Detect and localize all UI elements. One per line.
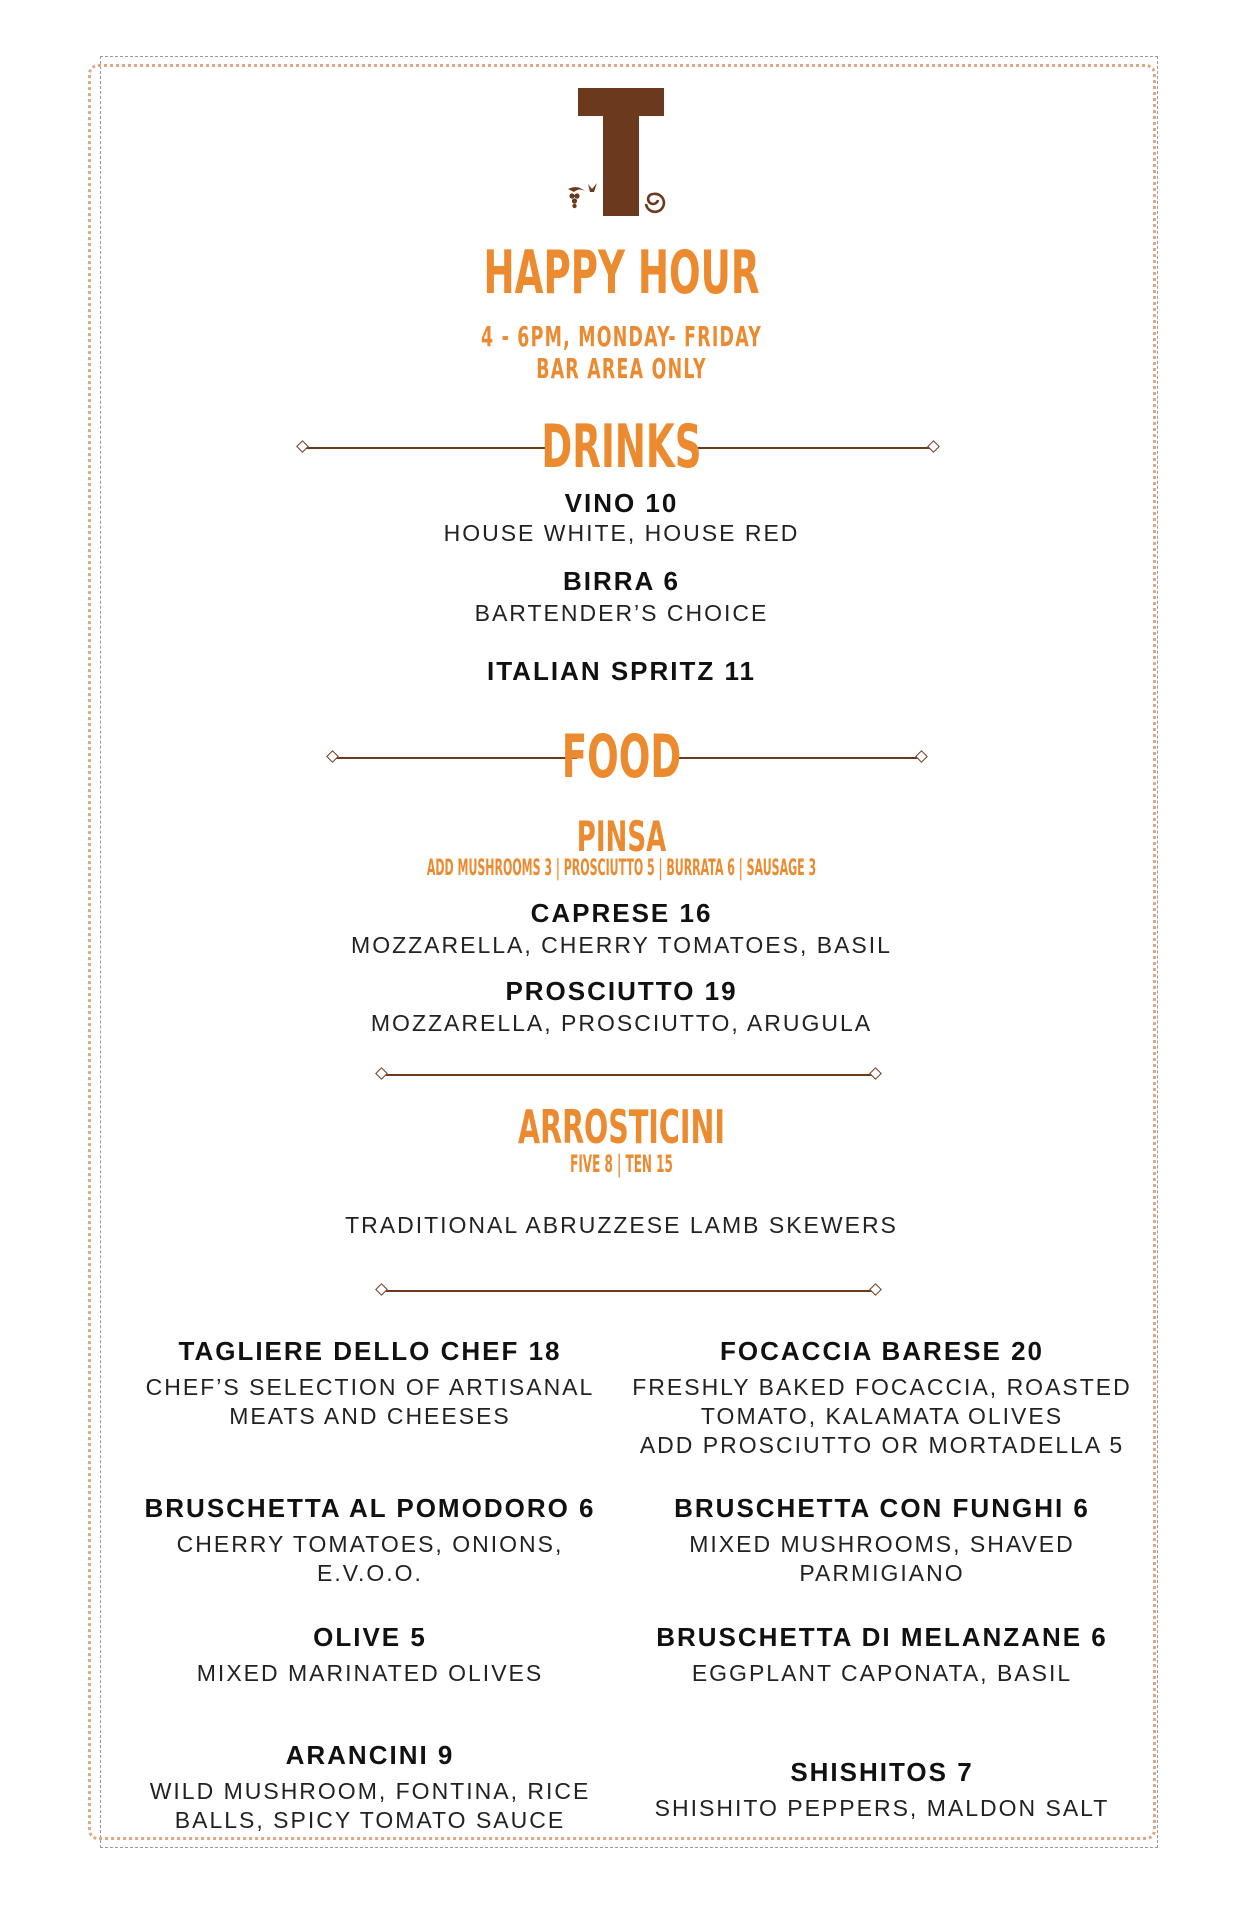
item-desc-line: ADD PROSCIUTTO OR MORTADELLA 5	[639, 1432, 1125, 1458]
bar-area-text: BAR AREA ONLY	[536, 352, 707, 385]
restaurant-logo	[566, 88, 676, 218]
swirl-icon	[646, 194, 664, 212]
item-desc-line: MIXED MARINATED OLIVES	[196, 1660, 544, 1686]
drink-spritz-name: ITALIAN SPRITZ 11	[487, 656, 756, 686]
item-desc-line: MEATS AND CHEESES	[229, 1403, 511, 1429]
grape-vine-icon	[568, 183, 597, 208]
item-name: TAGLIERE DELLO CHEF 18	[178, 1336, 562, 1366]
menu-item-focaccia	[632, 1336, 1132, 1460]
happy-hour-title: HAPPY HOUR	[483, 238, 760, 308]
section-divider	[384, 1290, 874, 1292]
drink-vino-name: VINO 10	[564, 488, 679, 518]
drinks-heading: DRINKS	[541, 412, 702, 482]
arrosticini-heading: ARROSTICINI	[518, 1100, 725, 1154]
menu-item-olive	[120, 1622, 620, 1688]
menu-item-tagliere	[120, 1336, 620, 1431]
pinsa-prosciutto-desc: MOZZARELLA, PROSCIUTTO, ARUGULA	[370, 1010, 873, 1036]
item-desc-line: TOMATO, KALAMATA OLIVES	[700, 1403, 1064, 1429]
item-desc-line: E.V.O.O.	[317, 1560, 423, 1586]
menu-item-bruschetta-pomodoro	[120, 1493, 620, 1588]
item-desc-line: WILD MUSHROOM, FONTINA, RICE	[149, 1778, 591, 1804]
item-desc-line: CHERRY TOMATOES, ONIONS,	[176, 1531, 564, 1557]
drink-birra-desc: BARTENDER’S CHOICE	[474, 600, 769, 626]
pinsa-caprese-name: CAPRESE 16	[530, 898, 713, 928]
item-name: BRUSCHETTA DI MELANZANE 6	[656, 1622, 1108, 1652]
item-desc-line: SHISHITO PEPPERS, MALDON SALT	[654, 1795, 1110, 1821]
item-desc-line: PARMIGIANO	[799, 1560, 965, 1586]
item-name: ARANCINI 9	[285, 1740, 455, 1770]
hours-text: 4 - 6PM, MONDAY- FRIDAY	[480, 320, 763, 353]
arrosticini-desc: TRADITIONAL ABRUZZESE LAMB SKEWERS	[345, 1212, 898, 1238]
section-divider	[384, 1074, 874, 1076]
item-desc-line: EGGPLANT CAPONATA, BASIL	[691, 1660, 1073, 1686]
food-heading: FOOD	[561, 722, 682, 792]
item-name: OLIVE 5	[313, 1622, 427, 1652]
menu-item-bruschetta-funghi	[632, 1493, 1132, 1588]
item-desc-line: FRESHLY BAKED FOCACCIA, ROASTED	[632, 1374, 1132, 1400]
menu-item-shishitos	[632, 1757, 1132, 1823]
arrosticini-prices: FIVE 8 | TEN 15	[570, 1150, 673, 1178]
menu-item-arancini	[120, 1740, 620, 1835]
pinsa-prosciutto-name: PROSCIUTTO 19	[505, 976, 738, 1006]
item-name: SHISHITOS 7	[790, 1757, 974, 1787]
pinsa-heading: PINSA	[576, 812, 667, 861]
item-name: BRUSCHETTA CON FUNGHI 6	[674, 1493, 1090, 1523]
item-desc-line: MIXED MUSHROOMS, SHAVED	[689, 1531, 1075, 1557]
menu-item-bruschetta-melanzane	[632, 1622, 1132, 1688]
item-name: FOCACCIA BARESE 20	[720, 1336, 1044, 1366]
pinsa-caprese-desc: MOZZARELLA, CHERRY TOMATOES, BASIL	[351, 932, 892, 958]
item-desc-line: CHEF’S SELECTION OF ARTISANAL	[145, 1374, 595, 1400]
drink-birra-name: BIRRA 6	[562, 566, 681, 596]
drink-vino-desc: HOUSE WHITE, HOUSE RED	[443, 520, 800, 546]
item-desc-line: BALLS, SPICY TOMATO SAUCE	[174, 1807, 566, 1833]
pinsa-addons: ADD MUSHROOMS 3 | PROSCIUTTO 5 | BURRATA 6 | SAUSAGE 3	[426, 856, 817, 881]
item-name: BRUSCHETTA AL POMODORO 6	[144, 1493, 596, 1523]
